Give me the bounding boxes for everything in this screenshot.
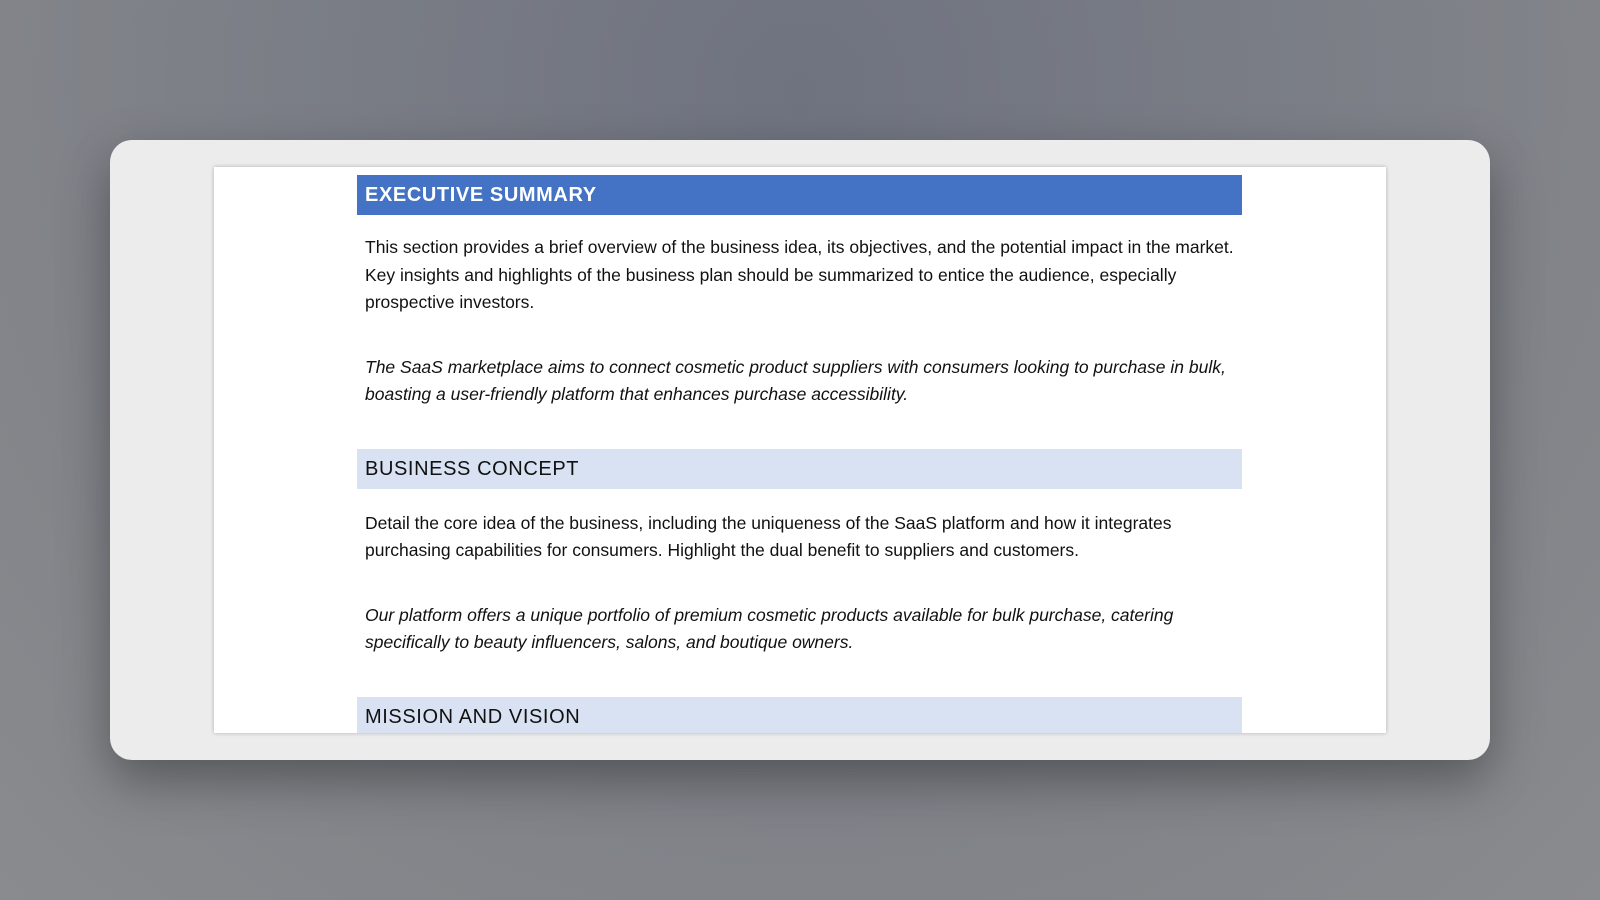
business-concept-example: Our platform offers a unique portfolio of premium cosmetic products available for bulk purchase, catering specifically to beauty influencers, salons, and boutique owners. xyxy=(365,604,1174,652)
section-heading-executive-summary: EXECUTIVE SUMMARY xyxy=(357,175,1242,215)
business-concept-instruction: Detail the core idea of the business, including the uniqueness of the SaaS platform and how it integrates purchasing capabilities for consumers. Highlight the dual benefit to suppliers and customers. xyxy=(365,512,1172,560)
section-heading-business-concept: BUSINESS CONCEPT xyxy=(357,449,1242,489)
document-page[interactable] xyxy=(214,167,1386,733)
executive-summary-instruction: This section provides a brief overview of the business idea, its objectives, and the potential impact in the market. Key insights and highlights of the business plan should be summarized to entice the audience, especially prospective investors. xyxy=(365,237,1234,312)
document-content xyxy=(357,175,1242,733)
document-window xyxy=(110,140,1490,760)
executive-summary-example: The SaaS marketplace aims to connect cosmetic product suppliers with consumers looking to purchase in bulk, boasting a user-friendly platform that enhances purchase accessibility. xyxy=(365,356,1226,404)
section-heading-mission-and-vision: MISSION AND VISION xyxy=(357,697,1242,734)
